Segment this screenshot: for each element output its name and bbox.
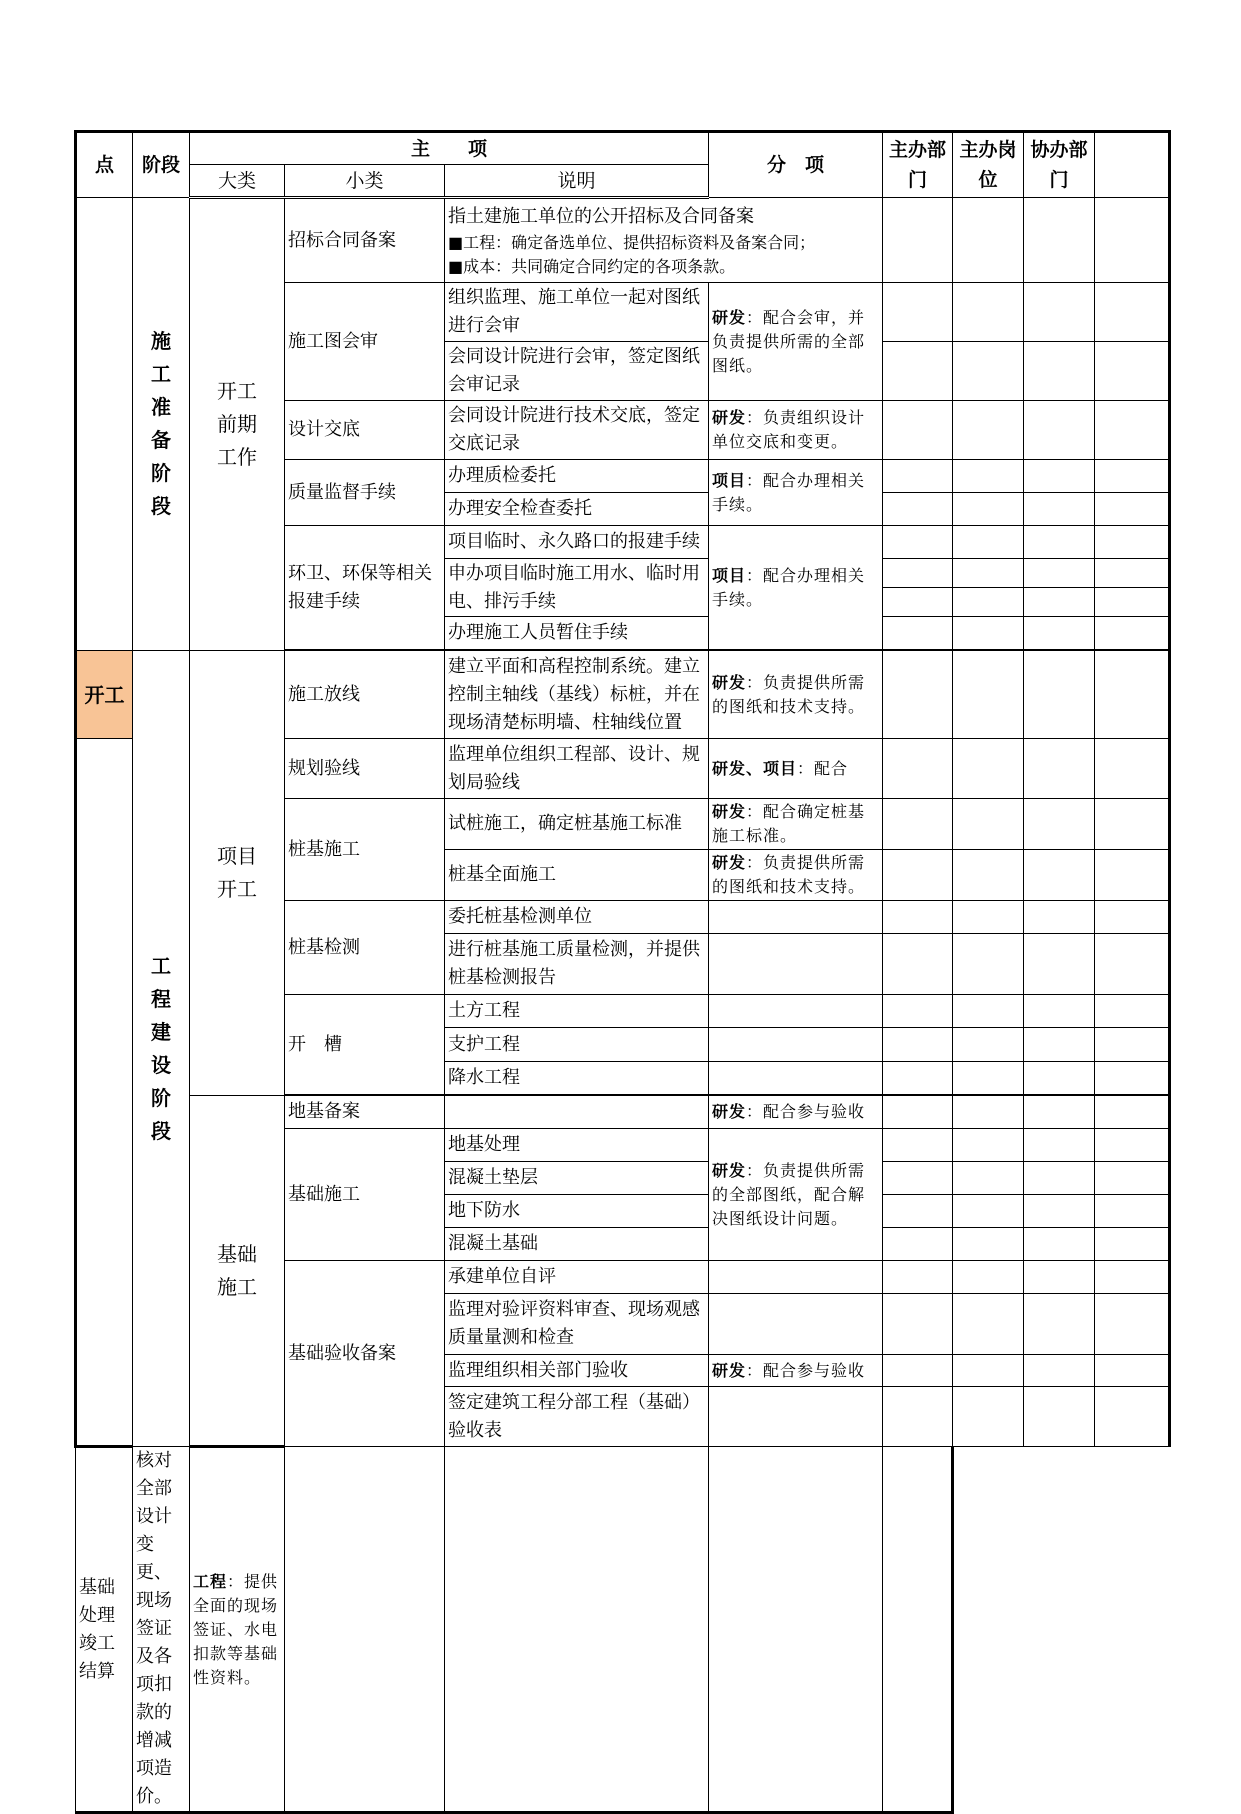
desc-permits-c: 办理施工人员暂住手续 [445, 617, 709, 650]
desc-plan-check: 监理单位组织工程部、设计、规划局验线 [445, 739, 709, 799]
desc-accept-a: 承建单位自评 [445, 1261, 709, 1294]
desc-accept-c: 监理组织相关部门验收 [445, 1355, 709, 1387]
desc-design-briefing: 会同设计院进行技术交底，签定交底记录 [445, 401, 709, 460]
point-start-marker: 开工 [76, 651, 133, 739]
header-host-dept: 主办部门 [883, 132, 953, 198]
desc-pile-b: 桩基全面施工 [445, 850, 709, 901]
desc-accept-d: 签定建筑工程分部工程（基础）验收表 [445, 1387, 709, 1447]
desc-tender-contract: 指土建施工单位的公开招标及合同备案 ■工程：确定备选单位、提供招标资料及备案合同； ■成本：共同确定合同约定的各项条款。 [445, 198, 883, 283]
category-project-start: 项目开工 [190, 651, 285, 1096]
desc-quality-b: 办理安全检查委托 [445, 493, 709, 526]
minor-final-settlement: 基础处理竣工结算 [76, 1447, 133, 1813]
minor-sanitation-permits: 环卫、环保等相关报建手续 [285, 526, 445, 650]
desc-trench-c: 降水工程 [445, 1062, 709, 1095]
note-pile-b: 研发：负责提供所需的图纸和技术支持。 [709, 850, 883, 901]
minor-pile-construction: 桩基施工 [285, 799, 445, 901]
desc-pile-a: 试桩施工，确定桩基施工标准 [445, 799, 709, 850]
desc-pile-test-a: 委托桩基检测单位 [445, 901, 709, 934]
header-major: 大类 [190, 165, 285, 198]
desc-pile-test-b: 进行桩基施工质量检测，并提供桩基检测报告 [445, 934, 709, 995]
point-cell-bottom [76, 739, 133, 1447]
note-quality: 项目：配合办理相关手续。 [709, 460, 883, 526]
note-setting-out: 研发：负责提供所需的图纸和技术支持。 [709, 651, 883, 739]
desc-permits-b: 申办项目临时施工用水、临时用电、排污手续 [445, 559, 709, 617]
desc-drawing-review-b: 会同设计院进行会审，签定图纸会审记录 [445, 342, 709, 401]
note-plan-check: 研发、项目：配合 [709, 739, 883, 799]
header-description: 说明 [445, 165, 709, 198]
minor-drawing-review: 施工图会审 [285, 283, 445, 401]
note-accept: 研发：配合参与验收 [709, 1355, 883, 1387]
point-cell-top [76, 198, 133, 651]
note-design-briefing: 研发：负责组织设计单位交底和变更。 [709, 401, 883, 460]
minor-pile-testing: 桩基检测 [285, 901, 445, 995]
note-foundation: 研发：负责提供所需的全部图纸，配合解决图纸设计问题。 [709, 1129, 883, 1261]
note-pile-a: 研发：配合确定桩基施工标准。 [709, 799, 883, 850]
note-drawing-review: 研发：配合会审，并负责提供所需的全部图纸。 [709, 283, 883, 401]
desc-ground-filing [445, 1096, 709, 1129]
desc-foundation-a: 地基处理 [445, 1129, 709, 1162]
desc-foundation-d: 混凝土基础 [445, 1228, 709, 1261]
minor-foundation-acceptance: 基础验收备案 [285, 1261, 445, 1447]
minor-quality-supervision: 质量监督手续 [285, 460, 445, 526]
category-prestart: 开工前期工作 [190, 198, 285, 651]
minor-tender-contract: 招标合同备案 [285, 198, 445, 283]
minor-plan-check: 规划验线 [285, 739, 445, 799]
desc-quality-a: 办理质检委托 [445, 460, 709, 493]
desc-setting-out: 建立平面和高程控制系统。建立控制主轴线（基线）标桩，并在现场清楚标明墙、柱轴线位置 [445, 651, 709, 739]
desc-trench-b: 支护工程 [445, 1028, 709, 1062]
minor-foundation-works: 基础施工 [285, 1129, 445, 1261]
desc-foundation-c: 地下防水 [445, 1195, 709, 1228]
header-point: 点 [76, 132, 133, 198]
desc-final-settlement: 核对全部设计变更、现场签证及各项扣款的增减项造价。 [133, 1447, 190, 1813]
note-final-settlement: 工程：提供全面的现场签证、水电扣款等基础性资料。 [190, 1447, 285, 1813]
minor-design-briefing: 设计交底 [285, 401, 445, 460]
desc-trench-a: 土方工程 [445, 995, 709, 1028]
process-table [74, 130, 1171, 1814]
header-host-post: 主办岗位 [953, 132, 1024, 198]
stage-prep: 施工准备阶段 [133, 198, 190, 651]
desc-accept-b: 监理对验评资料审查、现场观感质量量测和检查 [445, 1294, 709, 1355]
header-minor: 小类 [285, 165, 445, 198]
stage-build: 工程建设阶段 [133, 651, 190, 1447]
header-stage: 阶段 [133, 132, 190, 198]
desc-drawing-review-a: 组织监理、施工单位一起对图纸进行会审 [445, 283, 709, 342]
minor-ground-filing: 地基备案 [285, 1096, 445, 1129]
header-assist-dept: 协办部门 [1024, 132, 1095, 198]
note-permits: 项目：配合办理相关手续。 [709, 526, 883, 650]
header-sub-item: 分 项 [709, 132, 883, 198]
desc-permits-a: 项目临时、永久路口的报建手续 [445, 526, 709, 559]
header-blank [1095, 132, 1170, 198]
desc-foundation-b: 混凝土垫层 [445, 1162, 709, 1195]
minor-setting-out: 施工放线 [285, 651, 445, 739]
note-ground-filing: 研发：配合参与验收 [709, 1096, 883, 1129]
category-foundation: 基础施工 [190, 1096, 285, 1447]
minor-trenching: 开 槽 [285, 995, 445, 1095]
header-main-item: 主 项 [190, 132, 709, 165]
